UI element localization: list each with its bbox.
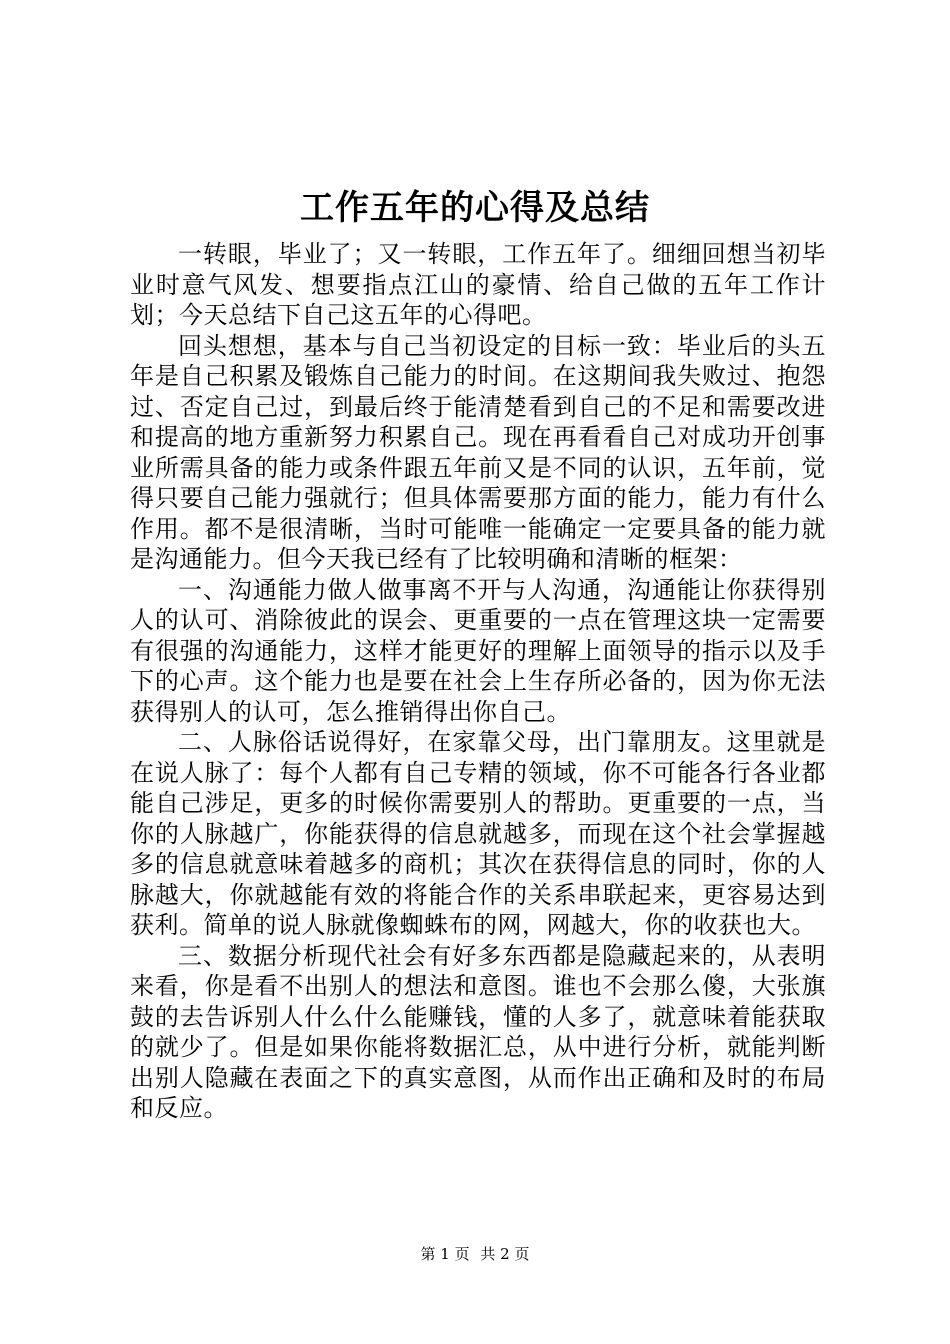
paragraph-intro: 一转眼，毕业了；又一转眼，工作五年了。细细回想当初毕业时意气风发、想要指点江山的豪情、给自己做的五年工作计划；今天总结下自己这五年的心得吧。 — [130, 240, 826, 329]
page-footer — [0, 1244, 950, 1264]
paragraph-data-analysis: 三、数据分析现代社会有好多东西都是隐藏起来的，从表明来看，你是看不出别人的想法和意图。谁也不会那么傻，大张旗鼓的去告诉别人什么什么能赚钱，懂的人多了，就意味着能获取的就少了。但是如果你能将数据汇总，从中进行分析，就能判断出别人隐藏在表面之下的真实意图，从而作出正确和及时的布局和反应。 — [130, 941, 826, 1122]
page-number-total: 共 2 页 — [480, 1245, 530, 1263]
document-title: 工作五年的心得及总结 — [300, 188, 650, 228]
paragraph-communication: 一、沟通能力做人做事离不开与人沟通，沟通能让你获得别人的认可、消除彼此的误会、更重要的一点在管理这块一定需要有很强的沟通能力，这样才能更好的理解上面领导的指示以及手下的心声。这个能力也是要在社会上生存所必备的，因为你无法获得别人的认可，怎么推销得出你自己。 — [130, 575, 826, 726]
paragraph-network: 二、人脉俗话说得好，在家靠父母，出门靠朋友。这里就是在说人脉了：每个人都有自己专精的领域，你不可能各行各业都能自己涉足，更多的时候你需要别人的帮助。更重要的一点，当你的人脉越广，你能获得的信息就越多，而现在这个社会掌握越多的信息就意味着越多的商机；其次在获得信息的同时，你的人脉越大，你就越能有效的将能合作的关系串联起来，更容易达到获利。简单的说人脉就像蜘蛛布的网，网越大，你的收获也大。 — [130, 728, 826, 939]
document-body — [130, 239, 826, 1124]
paragraph-reflection: 回头想想，基本与自己当初设定的目标一致：毕业后的头五年是自己积累及锻炼自己能力的时间。在这期间我失败过、抱怨过、否定自己过，到最后终于能清楚看到自己的不足和需要改进和提高的地方重新努力积累自己。现在再看看自己对成功开创事业所需具备的能力或条件跟五年前又是不同的认识，五年前，觉得只要自己能力强就行；但具体需要那方面的能力，能力有什么作用。都不是很清晰，当时可能唯一能确定一定要具备的能力就是沟通能力。但今天我已经有了比较明确和清晰的框架： — [130, 331, 826, 573]
page-number-current: 第 1 页 — [420, 1245, 470, 1263]
